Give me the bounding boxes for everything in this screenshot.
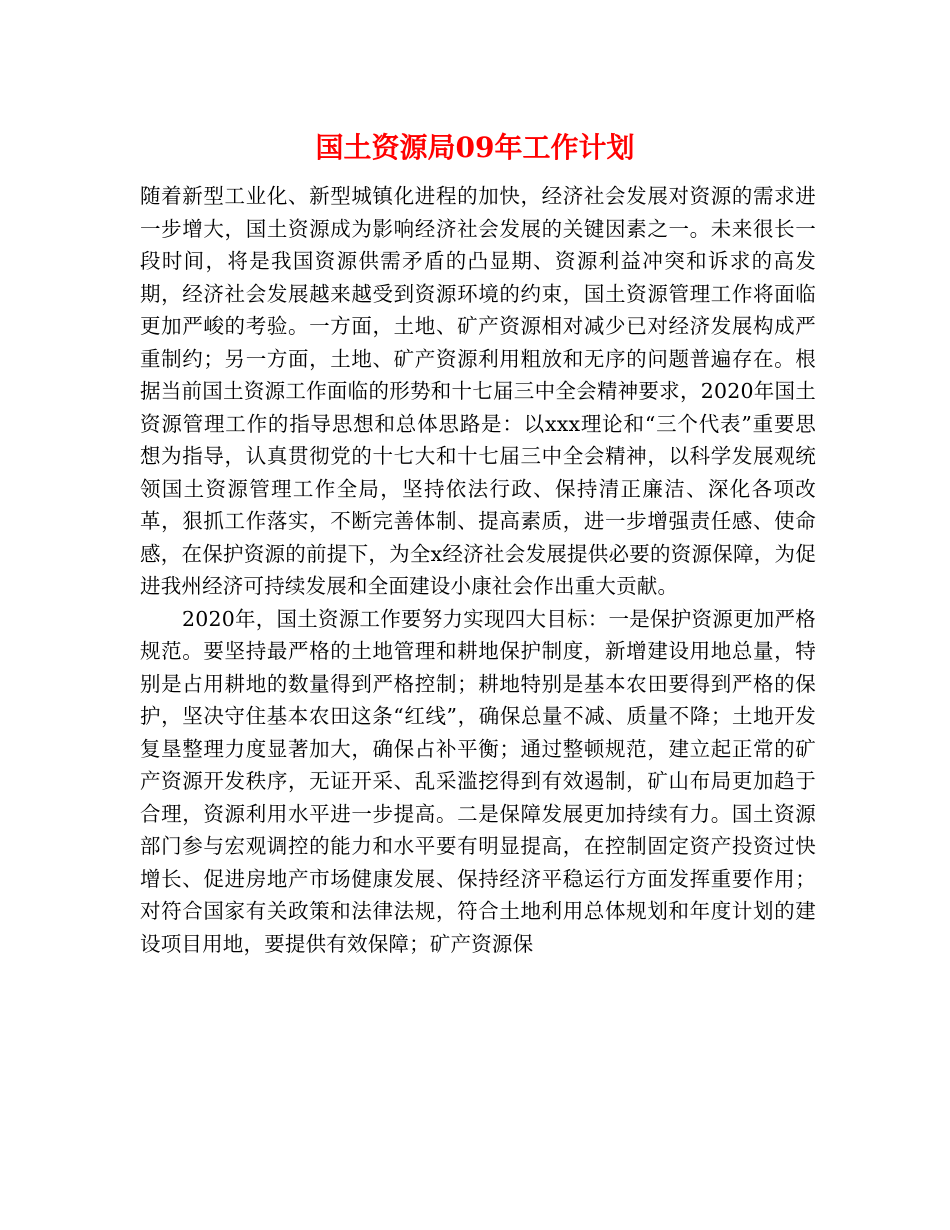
paragraph-2: 2020年，国土资源工作要努力实现四大目标：一是保护资源更加严格规范。要坚持最严格的土地管理和耕地保护制度，新增建设用地总量，特别是占用耕地的数量得到严格控制；耕地特别是基本农田要得到严格的保护，坚决守住基本农田这条“红线”，确保总量不减、质量不降；土地开发复垦整理力度显著加大，确保占补平衡；通过整顿规范，建立起正常的矿产资源开发秩序，无证开采、乱采滥挖得到有效遏制，矿山布局更加趋于合理，资源利用水平进一步提高。二是保障发展更加持续有力。国土资源部门参与宏观调控的能力和水平要有明显提高，在控制固定资产投资过快增长、促进房地产市场健康发展、保持经济平稳运行方面发挥重要作用；对符合国家有关政策和法律法规，符合土地利用总体规划和年度计划的建设项目用地，要提供有效保障；矿产资源保 (140, 606, 816, 956)
paragraph-1: 随着新型工业化、新型城镇化进程的加快，经济社会发展对资源的需求进一步增大，国土资源成为影响经济社会发展的关键因素之一。未来很长一段时间，将是我国资源供需矛盾的凸显期、资源利益冲突和诉求的高发期，经济社会发展越来越受到资源环境的约束，国土资源管理工作将面临更加严峻的考验。一方面，土地、矿产资源相对减少已对经济发展构成严重制约；另一方面，土地、矿产资源利用粗放和无序的问题普遍存在。根据当前国土资源工作面临的形势和十七届三中全会精神要求，2020年国土资源管理工作的指导思想和总体思路是：以xxx理论和“三个代表”重要思想为指导，认真贯彻党的十七大和十七届三中全会精神，以科学发展观统领国土资源管理工作全局，坚持依法行政、保持清正廉洁、深化各项改革，狠抓工作落实，不断完善体制、提高素质，进一步增强责任感、使命感，在保护资源的前提下，为全x经济社会发展提供必要的资源保障，为促进我州经济可持续发展和全面建设小康社会作出重大贡献。 (140, 184, 816, 598)
document-title: 国土资源局09年工作计划 (315, 131, 635, 164)
document-body (140, 180, 816, 960)
